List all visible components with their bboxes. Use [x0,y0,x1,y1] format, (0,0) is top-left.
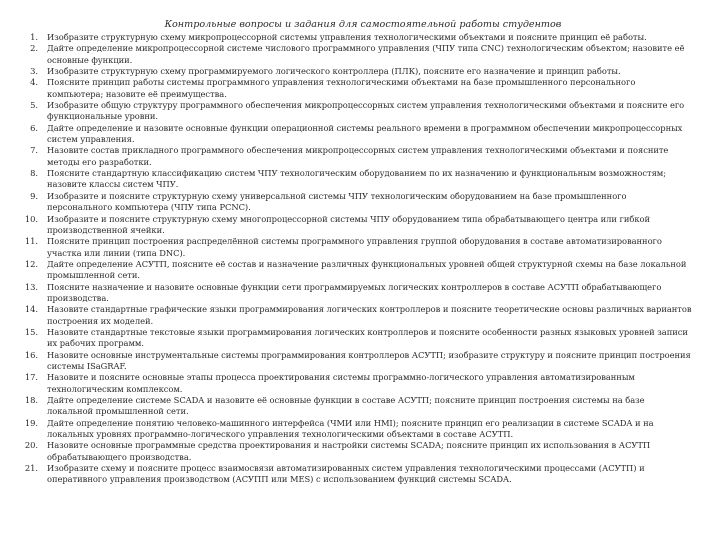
list-item [14,32,692,43]
item-number: 8. [30,168,38,179]
item-number: 15. [24,326,38,337]
list-item [14,145,692,168]
item-text: Изобразите схему и поясните процесс взаимосвязи автоматизированных систем управления технологическими процессами (АСУТП) и оперативного управления производством (АСУПП или MES) с использованием функций системы SCADA. [47,463,645,485]
item-text: Изобразите структурную схему микропроцессорной системы управления технологическими объектами и поясните принцип её работы. [47,32,647,42]
item-number: 7. [30,145,38,156]
item-text: Дайте определение понятию человеко-машинного интерфейса (ЧМИ или HMI); поясните принцип его реализации в системе SCADA и на локальных уровнях программно-логического управления технологическими объектами в составе АСУТП. [47,417,654,440]
item-text: Поясните стандартную классификацию систем ЧПУ технологическим оборудованием по их назначению и функциональным возможностям; назовите классы систем ЧПУ. [47,168,667,190]
item-text: Дайте определение и назовите основные функции операционной системы реального времени в программном обеспечении микропроцессорных систем управления. [47,122,683,145]
list-item [14,440,692,463]
list-item [14,304,692,327]
item-number: 11. [24,236,38,247]
list-item [14,66,692,77]
item-number: 10. [24,213,38,224]
item-text: Назовите основные инструментальные системы программирования контроллеров АСУТП; изобразите структуру и поясните принцип построения системы ISaGRAF. [47,349,691,371]
item-text: Назовите состав прикладного программного обеспечения микропроцессорных систем управления технологическими объектами и поясните методы его разработки. [47,145,669,167]
question-list [14,32,692,486]
list-item [14,100,692,123]
list-item [14,350,692,373]
item-text: Изобразите общую структуру программного обеспечения микропроцессорных систем управления технологическими объектами и поясните его функциональные уровни. [47,100,685,122]
item-number: 5. [30,100,38,111]
list-item [14,259,692,282]
list-item [14,372,692,395]
list-item [14,77,692,100]
list-item [14,191,692,214]
list-item [14,168,692,191]
item-text: Поясните назначение и назовите основные функции сети программируемых логических контроллеров в составе АСУТП обрабатывающего производства. [47,281,662,303]
item-text: Дайте определение микропроцессорной системе числового программного управления (ЧПУ типа CNC) технологическим объектом; назовите её основные функции. [47,43,685,65]
list-item [14,418,692,441]
list-item [14,43,692,66]
item-text: Назовите основные программные средства проектирования и настройки системы SCADA; поясните принцип их использования в АСУТП обрабатывающего производства. [47,440,651,462]
item-number: 2. [30,43,38,54]
item-text: Изобразите структурную схему программируемого логического контроллера (ПЛК), поясните его назначение и принцип работы. [47,66,621,77]
list-item [14,214,692,237]
item-number: 6. [30,122,38,133]
item-number: 20. [24,440,38,451]
item-text: Поясните принцип построения распределённой системы программного управления группой оборудования в составе автоматизированного участка или линии (типа DNC). [47,236,662,258]
item-number: 3. [30,66,38,77]
list-item [14,463,692,486]
item-number: 12. [24,258,38,269]
item-text: Поясните принцип работы системы программного управления технологическими объектами на базе промышленного персонального компьютера; назовите её преимущества. [47,77,636,99]
item-number: 1. [30,32,38,42]
item-number: 4. [30,77,38,88]
item-number: 14. [24,304,38,315]
item-number: 9. [30,190,38,201]
item-number: 19. [24,417,38,428]
item-text: Изобразите и поясните структурную схему многопроцессорной системы ЧПУ оборудованием типа обрабатывающего центра или гибкой производственной ячейки. [47,213,650,235]
item-number: 18. [24,395,38,405]
list-item [14,327,692,350]
list-item [14,123,692,146]
item-number: 21. [24,463,38,474]
list-item [14,282,692,305]
item-text: Дайте определение системе SCADA и назовите её основные функции в составе АСУТП; поясните принцип построения системы на базе локальной промышленной сети. [47,395,645,417]
page-title: Контрольные вопросы и задания для самостоятельной работы студентов [164,19,562,30]
item-text: Дайте определение АСУТП, поясните её состав и назначение различных функциональных уровней общей структурной схемы на базе локальной промышленной сети. [47,258,687,281]
item-text: Назовите стандартные текстовые языки программирования логических контроллеров и поясните особенности разных языковых уровней записи их рабочих программ. [47,326,688,349]
item-number: 16. [24,349,38,360]
item-text: Изобразите и поясните структурную схему универсальной системы ЧПУ технологическим оборудованием на базе промышленного персонального компьютера (ЧПУ типа PCNC). [47,190,627,213]
item-number: 13. [24,281,38,292]
item-number: 17. [24,372,38,383]
list-item [14,236,692,259]
list-item [14,395,692,418]
item-text: Назовите и поясните основные этапы процесса проектирования системы программно-логического управления автоматизированным технологическим комплексом. [47,372,635,394]
item-text: Назовите стандартные графические языки программирования логических контроллеров и поясните теоретические основы различных вариантов построения их моделей. [47,304,692,326]
